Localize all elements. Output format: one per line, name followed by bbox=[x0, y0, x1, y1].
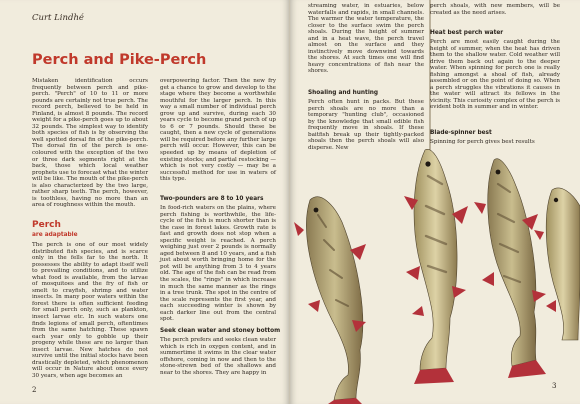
right-page bbox=[290, 0, 580, 404]
middle-paragraph-2: In food-rich waters on the plains, where perch fishing is worthwhile, the life-cycle of the fish is much shorter than is the case in forest lakes. Growth rate is fast and growth does not stop when a specific weight is reached. A perch weighing just over 2 pounds is normally aged between 8 and 10 years, and a fish just about worth bringing home for the pot will be anything from 3 to 4 years old. The age of the fish can be read from the scales, the "rings" in which increase in much the same manner as the rings in a tree trunk. The spot in the centre of the scale represents the first year, and each succeeding winter is shown by each darker line out from the central spot. bbox=[160, 205, 276, 323]
right-paragraph-2: Perch often hunt in packs. But these perch shoals are no more than a temporary "hunting club", occasioned by the knowledge that small edible fish frequently move in shoals. If these baitfish break up their tightly-packed shoals then the perch shoals will also disperse. New bbox=[308, 99, 424, 151]
chapter-title: Perch and Pike-Perch bbox=[32, 52, 207, 68]
right-paragraph-1: streaming water, in estuaries, below waterfalls and rapids, in small channels. The warmer the water temperature, the closer to the surface swim the perch shoals. During the height of summer and in a heat wave, the perch travel almost on the surface and they instinctively move downwind towards the shores. At such times one will find heavy concentrations of fish near the shores. bbox=[308, 3, 424, 75]
perch-paragraph: The perch is one of our most widely distributed fish species, and is scarce only in the fells far to the north. It possesses the ability to adapt itself well to prevailing conditions, and to utilize what food is available, from the larvae of mosquitoes and the fry of fish or smelt to crayfish, shrimp and water insects. In many poor waters within the forest there is often sufficient feeding for small perch only, such as plankton, insect larvae etc. In such waters one finds legions of small perch, oftentimes from the same hatching. These spawn each year only to gobble up their progeny while these are no larger than insect larvae. New hatches do not survive until the initial stocks have been drastically depleted, which phenomenon will occur in Nature about once every 30 years, when age becomes an bbox=[32, 242, 148, 379]
perch-tag: are adaptable bbox=[32, 232, 78, 238]
page-number-right: 3 bbox=[552, 382, 557, 390]
perch-fish-far-right bbox=[534, 188, 580, 340]
perch-heading: Perch bbox=[32, 220, 61, 230]
subheading-clean-water: Seek clean water and stoney bottom bbox=[160, 328, 281, 334]
perch-fish-right bbox=[474, 159, 546, 378]
subheading-shoaling: Shoaling and hunting bbox=[308, 90, 379, 96]
middle-paragraph-3: The perch prefers and seeks clean water which is rich in oxygen content, and in summertime it swims in the clear water offshore, coming in now and then to the stone-strewn bed of the shallows and near to the shores. They are happy in bbox=[160, 337, 276, 376]
perch-fish-middle bbox=[404, 149, 468, 384]
left-page bbox=[0, 0, 289, 404]
subheading-heat: Heat best perch water bbox=[430, 30, 504, 36]
subheading-blade-spinner: Blade-spinner best bbox=[430, 130, 492, 136]
intro-paragraph: Mistaken identification occurs frequently between perch and pike-perch. "Perch" of 10 to 11 or more pounds are certainly not true perch. The record perch, believed to be held in Finland, is almost 8 pounds. The record weight for a pike-perch goes up to about 32 pounds. The simplest way to identify both species of fish is by observing the well spotted dorsal fin of the pike-perch. The dorsal fin of the perch is one-coloured with the exception of the two or three dark segments right at the back, those which local weather prophets use to forecast what the winter will be like. The mouth of the pike-perch is also characterized by the two large, rather sharp teeth. The perch, however, is toothless, having no more than an area of roughness within the mouth. bbox=[32, 78, 148, 209]
right-paragraph-3: perch shoals, with new members, will be created as the need arises. bbox=[430, 3, 560, 16]
subheading-two-pounders: Two-pounders are 8 to 10 years bbox=[160, 196, 264, 202]
page-number-left: 2 bbox=[32, 386, 37, 394]
perch-fish-left bbox=[294, 197, 366, 404]
right-paragraph-5: Spinning for perch gives best results bbox=[430, 139, 535, 145]
right-paragraph-4: Perch are most easily caught during the height of summer, when the heat has driven them to the shallow water. Cold weather will drive them back out again to the deeper water. When spinning for perch one is really fishing amongst a shoal of fish, already assembled or on the point of doing so. When a perch struggles the vibrations it causes in the water will attract its fellows in the vicinity. This curiosity complex of the perch is evident both in summer and in winter. bbox=[430, 39, 560, 111]
middle-paragraph-1: overpowering factor. Then the new fry get a chance to grow and develop to the stage where they become a worthwhile mouthful for the larger perch. In this way a small number of individual perch grow up and survive, during each 30 years cycle to become grand perch of up to 6 or 7 pounds. Should these be caught, then a new cycle of generations will be required before any further large perch will occur. However, this can be speeded up by means of depletion of existing stocks; and partial restocking — which is not very costly — may be a successful method for use in waters of this type. bbox=[160, 78, 276, 183]
author-name: Curt Lindhé bbox=[32, 13, 84, 23]
